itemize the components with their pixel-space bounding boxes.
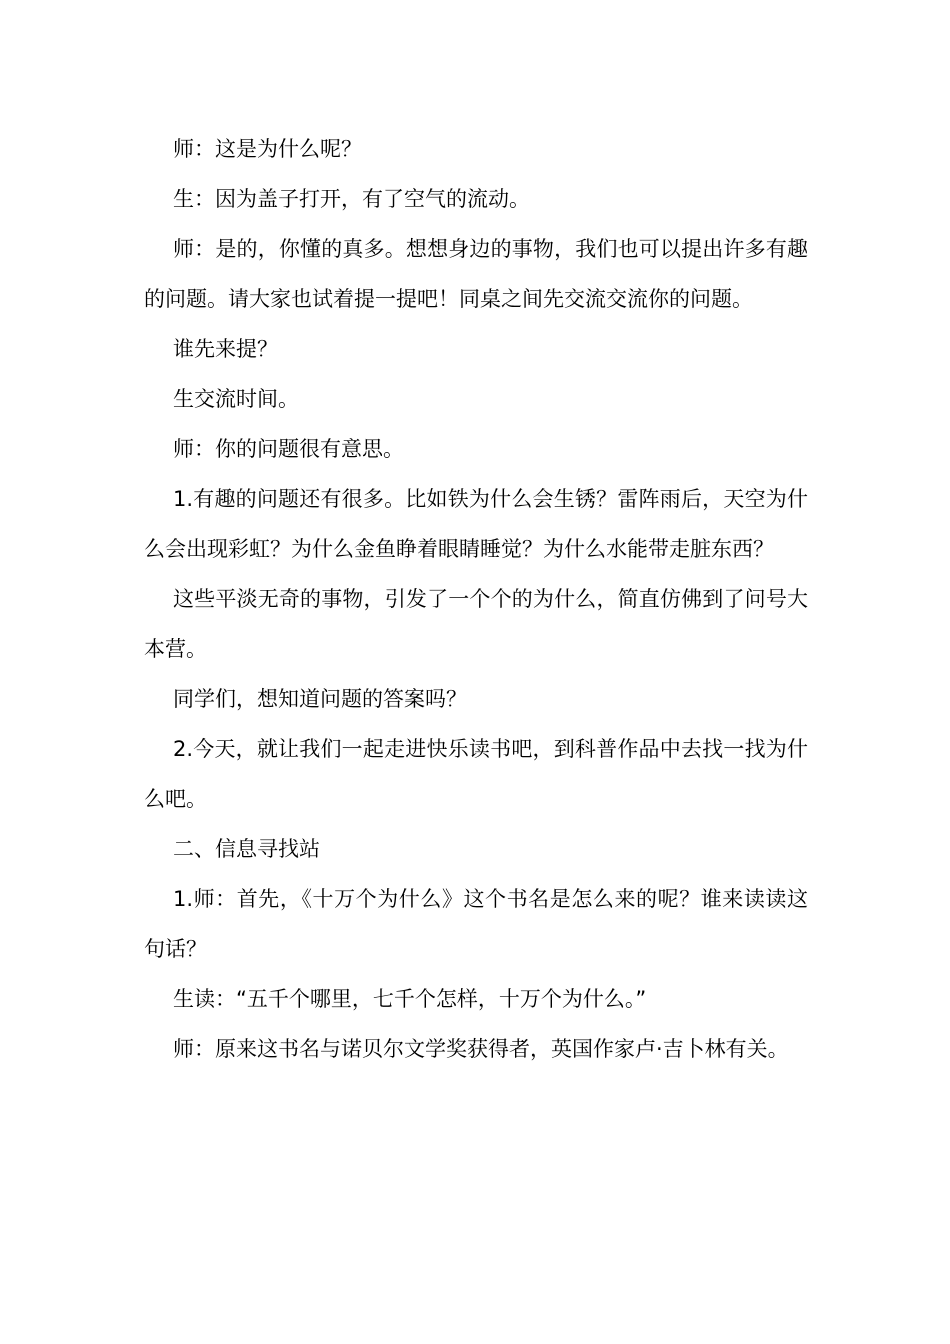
paragraph-teacher-comment: 师：你的问题很有意思。 <box>173 437 404 461</box>
paragraph-want-answers: 同学们，想知道问题的答案吗？ <box>173 687 467 711</box>
paragraph-student-exchange: 生交流时间。 <box>173 387 299 411</box>
paragraph-kipling: 师：原来这书名与诺贝尔文学奖获得者，英国作家卢·吉卜林有关。 <box>173 1037 789 1061</box>
paragraph-today-reading: 2.今天，就让我们一起走进快乐读书吧，到科普作品中去找一找为什么吧。 <box>144 737 808 811</box>
paragraph-question-camp: 这些平淡无奇的事物，引发了一个个的为什么，简直仿佛到了问号大本营。 <box>144 587 808 661</box>
paragraph-who-first: 谁先来提？ <box>173 337 278 361</box>
paragraph-student-reads: 生读：“五千个哪里，七千个怎样，十万个为什么。” <box>173 987 647 1011</box>
paragraph-interesting-questions: 1.有趣的问题还有很多。比如铁为什么会生锈？雷阵雨后，天空为什么会出现彩虹？为什么金鱼睁着眼睛睡觉？为什么水能带走脏东西？ <box>144 487 808 561</box>
paragraph-student-answer: 生：因为盖子打开，有了空气的流动。 <box>173 187 530 211</box>
paragraph-teacher-praise: 师：是的，你懂的真多。想想身边的事物，我们也可以提出许多有趣的问题。请大家也试着提一提吧！同桌之间先交流交流你的问题。 <box>144 237 808 311</box>
document-body <box>144 124 808 1074</box>
paragraph-teacher-question: 师：这是为什么呢？ <box>173 137 362 161</box>
paragraph-book-title-origin: 1.师：首先，《十万个为什么》这个书名是怎么来的呢？谁来读读这句话？ <box>144 887 808 961</box>
section-heading-info-station: 二、信息寻找站 <box>173 837 320 861</box>
